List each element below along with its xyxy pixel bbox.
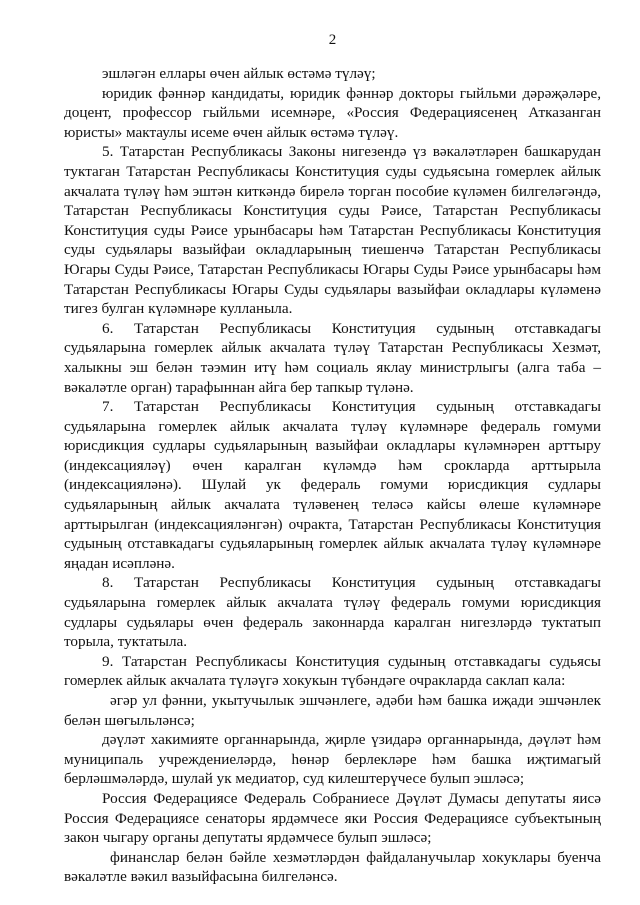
paragraph-deputy-assistant: Россия Федерациясе Федераль Собраниесе Дәүләт Думасы депутаты яисә Россия Федерациясе сенаторы ярдәмчесе яки Россия Федерациясе субъектының закон чыгару органы депутаты ярдәмчесе булып эшләсә;	[64, 789, 601, 847]
page-number: 2	[328, 32, 337, 48]
paragraph-financial-ombudsman: финанслар белән бәйле хезмәтләрдән файдаланучылар хокуклары буенча вәкаләтле вәкил вазыйфасына билгеләнсә.	[64, 848, 601, 886]
paragraph-scientific-activity: әгәр ул фәнни, укытучылык эшчәнлеге, әдәби һәм башка иҗади эшчәнлек белән шөгыльләнсә;	[64, 692, 601, 729]
document-page	[64, 30, 601, 887]
paragraph-item-7: 7. Татарстан Республикасы Конституция судының отставкадагы судьяларына гомерлек айлык акчалата түләү күләмнәре федераль гомуми юрисдикция судлары судьяларының вазыйфаи окладлары күләмнәрен арттыру (индексацияләү) өчен каралган күләмдә һәм срокларда арттырыла (индексацияләнә). Шулай ук федераль гомуми юрисдикция судлары судьяларының айлык акчалата түләвенең теләсә кайсы өлеше күләмнәре арттырылган (индексацияләнгән) очракта, Татарстан Республикасы Конституция судының отставкадагы судьяларының гомерлек айлык акчалата түләү күләмнәре яңадан исәпләнә.	[64, 398, 601, 572]
paragraph-item-8: 8. Татарстан Республикасы Конституция судының отставкадагы судьяларына гомерлек айлык акчалата түләү федераль гомуми юрисдикция судлары судьялары өчен федераль законнарда каралган нигезләрдә туктатып торыла, туктатыла.	[64, 574, 601, 651]
paragraph-academic-degree: юридик фәннәр кандидаты, юридик фәннәр докторы гыйльми дәрәҗәләре, доцент, профессор гыйльми исемнәре, «Россия Федерациясенең Атказанган юристы» мактаулы исеме өчен айлык өстәмә түләү.	[64, 84, 601, 141]
paragraph-item-6: 6. Татарстан Республикасы Конституция судының отставкадагы судьяларына гомерлек айлык акчалата түләү Татарстан Республикасы Хезмәт, халыкны эш белән тәэмин итү һәм социаль яклау министрлыгы (алга таба – вәкаләтле орган) тарафыннан айга бер тапкыр түләнә.	[64, 319, 601, 396]
paragraph-item-5: 5. Татарстан Республикасы Законы нигезендә үз вәкаләтләрен башкарудан туктаган Татарстан Республикасы Конституция суды судьясына гомерлек айлык акчалата түләү һәм эштән киткәндә бирелә торган пособие күләмен билгеләгәндә, Татарстан Республикасы Конституция суды Рәисе, Татарстан Республикасы Конституция суды Рәисе урынбасары һәм Татарстан Республикасы Конституция суды судьялары вазыйфаи окладларының тиешенчә Татарстан Республикасы Югары Суды Рәисе, Татарстан Республикасы Югары Суды Рәисе урынбасары һәм Татарстан Республикасы Югары Суды судьялары вазыйфаи окладлары күләменә тигез булган күләмнәре кулланыла.	[64, 143, 601, 318]
paragraph-service-years: эшләгән еллары өчен айлык өстәмә түләү;	[102, 65, 376, 82]
paragraph-item-9: 9. Татарстан Республикасы Конституция судының отставкадагы судьясы гомерлек айлык акчалата түләүгә хокукын түбәндәге очракларда саклап кала:	[64, 652, 601, 690]
paragraph-government-work: дәүләт хакимияте органнарында, җирле үзидарә органнарында, дәүләт һәм муниципаль учреждениеләрдә, һөнәр берлекләре һәм башка иҗтимагый берләшмәләрдә, шулай ук медиатор, суд килештерүчесе булып эшләсә;	[64, 731, 601, 788]
